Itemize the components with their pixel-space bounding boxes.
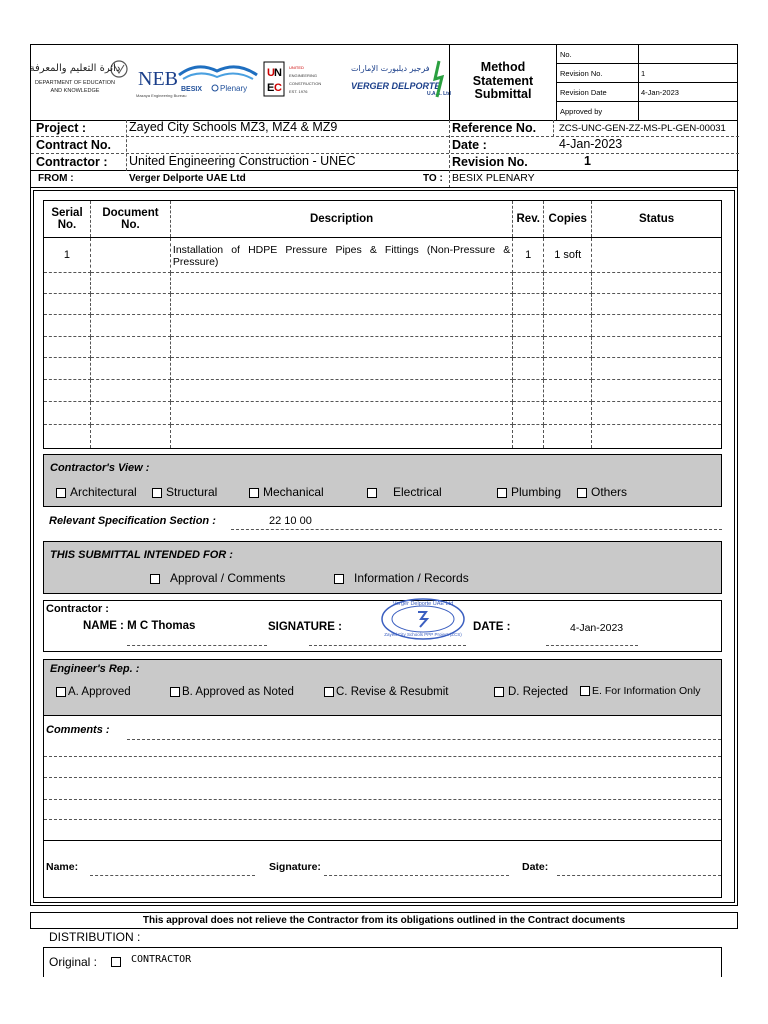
- table-row: [44, 238, 722, 273]
- checkbox[interactable]: [334, 574, 344, 584]
- table-row: [44, 273, 722, 294]
- signoff-signature-line[interactable]: [324, 875, 509, 876]
- svg-text:AND KNOWLEDGE: AND KNOWLEDGE: [50, 88, 100, 94]
- col-copies-label: Copies: [548, 213, 587, 226]
- svg-text:U: U: [267, 67, 275, 79]
- option-label: Approval / Comments: [170, 571, 286, 585]
- project-info: [30, 120, 738, 188]
- col-serial-label: Serial No.: [51, 207, 83, 232]
- contractor-value: United Engineering Construction - UNEC: [129, 154, 356, 168]
- view-option-architectural[interactable]: [56, 485, 137, 499]
- checkbox[interactable]: [577, 488, 587, 498]
- svg-text:دائرة التعليم والمعرفة: دائرة التعليم والمعرفة: [29, 63, 121, 74]
- approval-notice: [30, 912, 738, 929]
- svg-text:BESIX: BESIX: [181, 86, 203, 93]
- cell-doc: [90, 238, 170, 273]
- reference-label: Reference No.: [452, 121, 537, 135]
- meta-approved-label: Approved by: [560, 107, 603, 116]
- col-document: [90, 201, 170, 238]
- from-label: FROM :: [38, 173, 74, 184]
- col-description-label: Description: [309, 213, 374, 226]
- svg-text:VERGER DELPORTE: VERGER DELPORTE: [351, 81, 441, 91]
- col-serial: [44, 201, 91, 238]
- cell-serial: 1: [44, 238, 91, 273]
- contractor-sign-title: Contractor :: [46, 603, 109, 615]
- meta-revision-date-label: Revision Date: [560, 88, 607, 97]
- engineer-rep-title: Engineer's Rep. :: [50, 663, 140, 675]
- view-option-mechanical[interactable]: [249, 485, 324, 499]
- checkbox[interactable]: [56, 488, 66, 498]
- contractor-sign-panel: [43, 600, 722, 652]
- checkbox[interactable]: [324, 687, 334, 697]
- svg-text:Plenary: Plenary: [220, 84, 248, 93]
- svg-text:E: E: [267, 82, 275, 94]
- cell-description: Installation of HDPE Pressure Pipes & Fittings (Non-Pressure & Pressure): [170, 238, 512, 273]
- svg-text:UNITED: UNITED: [289, 65, 304, 70]
- table-row: [44, 379, 722, 401]
- engineer-option-rejected[interactable]: [494, 686, 568, 698]
- meta-no-label: No.: [560, 50, 572, 59]
- neb-logo: [134, 61, 187, 101]
- table-row: [44, 401, 722, 424]
- intended-information[interactable]: [334, 571, 469, 585]
- col-rev-label: Rev.: [516, 213, 540, 226]
- distribution-label: DISTRIBUTION :: [49, 930, 141, 944]
- title-line-1: Method: [480, 60, 526, 74]
- document-table: [43, 200, 722, 449]
- revision-value: 1: [584, 154, 591, 168]
- cell-copies: 1 soft: [544, 238, 592, 273]
- meta-revision-label: Revision No.: [560, 69, 603, 78]
- date-value: 4-Jan-2023: [559, 137, 623, 151]
- comment-line[interactable]: [44, 777, 721, 778]
- date-label-contractor: DATE :: [473, 621, 511, 633]
- option-label: E. For Information Only: [592, 685, 701, 697]
- besix-plenary-logo: [177, 59, 259, 99]
- option-label: Plumbing: [511, 485, 562, 499]
- svg-text:C: C: [274, 82, 282, 94]
- col-copies: [544, 201, 592, 238]
- view-option-structural[interactable]: [152, 485, 217, 499]
- meta-approved-value: [638, 102, 738, 121]
- stamp-icon: [380, 597, 466, 641]
- checkbox[interactable]: [170, 687, 180, 697]
- contractor-name: NAME : M C Thomas: [83, 620, 196, 632]
- comments-label: Comments :: [46, 724, 110, 736]
- contractors-view-title: Contractor's View :: [50, 462, 150, 474]
- checkbox[interactable]: [367, 488, 377, 498]
- cell-status: [592, 238, 722, 273]
- option-label: Structural: [166, 485, 218, 499]
- original-contractor: CONTRACTOR: [131, 954, 192, 965]
- engineer-option-approved-as-noted[interactable]: [170, 686, 294, 698]
- svg-text:Mazaya Engineering Bureau: Mazaya Engineering Bureau: [136, 93, 187, 98]
- signoff-name-line[interactable]: [90, 875, 255, 876]
- spec-value: 22 10 00: [269, 515, 312, 527]
- meta-revision-date-value: 4-Jan-2023: [638, 83, 738, 102]
- svg-text:NEB: NEB: [138, 68, 178, 90]
- dept-education-logo: [29, 55, 129, 105]
- table-row: [44, 315, 722, 336]
- title-line-3: Submittal: [474, 87, 532, 101]
- to-label: TO :: [423, 173, 443, 184]
- reference-value: ZCS-UNC-GEN-ZZ-MS-PL-GEN-00031: [559, 123, 726, 134]
- col-rev: [513, 201, 544, 238]
- form-title: [449, 45, 557, 121]
- approval-notice-text: This approval does not relieve the Contractor from its obligations outlined in the Contract documents: [142, 915, 626, 926]
- comment-line[interactable]: [44, 819, 721, 820]
- stamp-bottom-text: Zayed City Schools PPP Project (ZCS): [384, 632, 462, 637]
- from-value: Verger Delporte UAE Ltd: [129, 173, 246, 184]
- col-status: [592, 201, 722, 238]
- verger-delporte-logo: [349, 57, 449, 101]
- signoff-date-label: Date:: [522, 861, 549, 873]
- checkbox[interactable]: [580, 686, 590, 696]
- original-label: Original :: [49, 955, 98, 969]
- view-option-others[interactable]: [577, 485, 627, 499]
- checkbox[interactable]: [56, 687, 66, 697]
- signoff-date-line[interactable]: [557, 875, 721, 876]
- project-value: Zayed City Schools MZ3, MZ4 & MZ9: [129, 120, 338, 134]
- svg-text:U.A.E. Ltd: U.A.E. Ltd: [427, 91, 451, 97]
- intended-approval[interactable]: [150, 571, 285, 585]
- option-label: D. Rejected: [508, 686, 569, 698]
- comment-line[interactable]: [44, 799, 721, 800]
- meta-table: [557, 45, 738, 121]
- svg-text:DEPARTMENT OF EDUCATION: DEPARTMENT OF EDUCATION: [35, 80, 115, 86]
- title-line-2: Statement: [472, 73, 534, 88]
- original-checkbox[interactable]: [111, 957, 121, 967]
- engineer-option-information[interactable]: [580, 685, 701, 697]
- contractor-date: 4-Jan-2023: [570, 622, 624, 634]
- option-label: Electrical: [393, 485, 442, 499]
- spec-label: Relevant Specification Section :: [49, 515, 216, 527]
- contractor-label: Contractor :: [36, 155, 108, 169]
- svg-text:فرجير ديلبورت الإمارات: فرجير ديلبورت الإمارات: [351, 64, 430, 73]
- form-header: [30, 44, 738, 121]
- to-value: BESIX PLENARY: [452, 172, 535, 184]
- stamp-top-text: Verger Delporte UAE Ltd: [392, 601, 454, 607]
- col-document-label: Document No.: [102, 207, 159, 232]
- svg-text:N: N: [274, 67, 282, 79]
- option-label: A. Approved: [68, 686, 131, 698]
- option-label: Architectural: [70, 485, 137, 499]
- spec-underline: [231, 529, 722, 530]
- comment-line[interactable]: [44, 756, 721, 757]
- date-label: Date :: [452, 138, 487, 152]
- checkbox[interactable]: [494, 687, 504, 697]
- option-label: Others: [591, 485, 628, 499]
- option-label: Information / Records: [354, 571, 469, 585]
- checkbox[interactable]: [152, 488, 162, 498]
- project-label: Project :: [36, 121, 87, 135]
- meta-revision-value: 1: [638, 64, 738, 83]
- view-option-electrical[interactable]: [367, 485, 442, 499]
- table-row: [44, 357, 722, 379]
- meta-no-value: [638, 45, 738, 64]
- checkbox[interactable]: [497, 488, 507, 498]
- cell-rev: 1: [513, 238, 544, 273]
- revision-label: Revision No.: [452, 155, 528, 169]
- company-stamp: [380, 597, 466, 641]
- svg-text:EST. 1976: EST. 1976: [289, 89, 308, 94]
- contract-label: Contract No.: [36, 138, 111, 152]
- option-label: B. Approved as Noted: [182, 686, 294, 698]
- unec-logo: [263, 59, 347, 103]
- comment-line[interactable]: [127, 739, 721, 740]
- svg-text:ENGINEERING: ENGINEERING: [289, 73, 318, 78]
- svg-text:CONSTRUCTION: CONSTRUCTION: [289, 81, 322, 86]
- engineer-rep-panel: [43, 659, 722, 716]
- table-row: [44, 294, 722, 315]
- table-row: [44, 424, 722, 448]
- emblem-icon: [29, 55, 129, 105]
- distribution-box: [43, 947, 722, 977]
- table-row: [44, 336, 722, 357]
- option-label: Mechanical: [263, 485, 324, 499]
- contractors-view-panel: [43, 454, 722, 507]
- comments-section: [43, 716, 722, 898]
- signoff-signature-label: Signature:: [269, 861, 321, 873]
- col-description: [170, 201, 512, 238]
- signoff-name-label: Name:: [46, 861, 79, 873]
- engineer-option-approved[interactable]: [56, 686, 131, 698]
- view-option-plumbing[interactable]: [497, 485, 561, 499]
- signature-label: SIGNATURE :: [268, 621, 342, 633]
- option-label: C. Revise & Resubmit: [336, 686, 449, 698]
- intended-for-title: THIS SUBMITTAL INTENDED FOR :: [50, 549, 233, 561]
- engineer-option-revise[interactable]: [324, 686, 448, 698]
- col-status-label: Status: [639, 213, 675, 226]
- intended-for-panel: [43, 541, 722, 594]
- checkbox[interactable]: [249, 488, 259, 498]
- checkbox[interactable]: [150, 574, 160, 584]
